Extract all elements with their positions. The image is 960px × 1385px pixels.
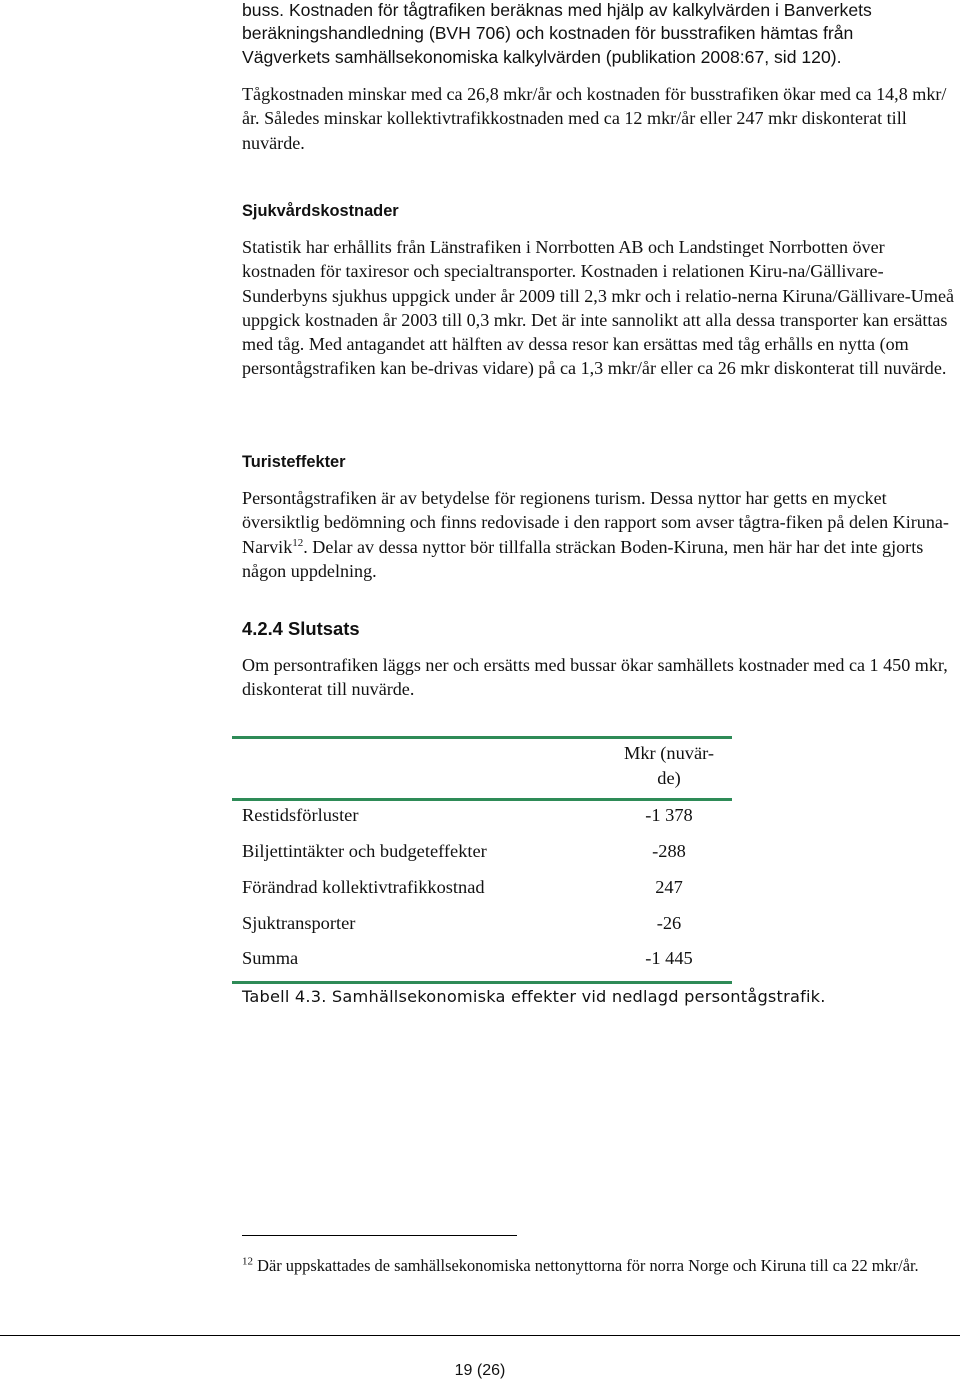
intro-cost-paragraph: Tågkostnaden minskar med ca 26,8 mkr/år och kostnaden för busstrafiken ökar med ca 14,8 mkr/år. Således minskar kollektivtrafikkostnaden med ca 12 mkr/år eller 247 mkr diskonterat till nuvärde. [242, 84, 947, 153]
footer-rule [0, 1335, 960, 1336]
table-row [242, 797, 732, 833]
section-heading-turist: Turisteffekter [242, 453, 346, 471]
section-heading-sjukvard: Sjukvårdskostnader [242, 202, 399, 220]
page-number: 19 (26) [454, 1362, 506, 1379]
table-row [242, 940, 732, 976]
table-row-value: -26 [656, 913, 682, 933]
table-row [242, 905, 732, 941]
intro-line: buss. Kostnaden för tågtrafiken beräknas med hjälp av kalkylvärden i Banverkets [242, 0, 872, 20]
footnote [242, 1254, 958, 1277]
turist-text-before: Persontågstrafiken är av betydelse för regionens turism. Dessa nyttor har getts en mycket översiktlig bedömning och finns redovisade i den rapport som avser tågtra-fiken på delen Kiruna-Narvik [242, 488, 949, 557]
table-column-header [606, 741, 732, 791]
table-row-label: Summa [242, 948, 299, 968]
table-header-line: de) [657, 768, 681, 788]
table-row-label: Restidsförluster [242, 805, 359, 825]
intro-line: beräkningshandledning (BVH 706) och kostnaden för busstrafiken hämtas från [242, 23, 854, 44]
turist-text-after: . Delar av dessa nyttor bör tillfalla sträckan Boden-Kiruna, men här har det inte gjorts någon uppdelning. [242, 536, 924, 581]
slutsats-paragraph: Om persontrafiken läggs ner och ersätts med bussar ökar samhällets kostnader med ca 1 450 mkr, diskonterat till nuvärde. [242, 655, 948, 700]
table-row-value: -1 445 [645, 948, 693, 968]
table-row-label: Biljettintäkter och budgeteffekter [242, 841, 487, 861]
footnote-reference: 12 [292, 536, 304, 549]
table-row [242, 869, 732, 905]
footnote-number: 12 [242, 1255, 253, 1268]
intro-line: Vägverkets samhällsekonomiska kalkylvärden (publikation 2008:67, sid 120). [242, 46, 842, 67]
table-row-value: 247 [655, 877, 683, 897]
sjukvard-paragraph: Statistik har erhållits från Länstrafiken i Norrbotten AB och Landstinget Norrbotten över kostnaden för taxiresor och specialtransporter. Kostnaden i relationen Kiru-na/Gällivare-Sunderbyns sjukhus uppgick under år 2009 till 2,3 mkr och i relatio-nerna Kiruna/Gällivare-Umeå uppgick kostnaden år 2003 till 0,3 mkr. Det är inte sannolikt att alla dessa transporter kan ersättas med tåg. Med antagandet att hälften av dessa resor kan ersättas med tåg erhålls en nytta (om persontågstrafiken kan be-drivas vidare) på ca 1,3 mkr/år eller ca 26 mkr diskonterat till nuvärde. [242, 237, 955, 379]
table-row-value: -1 378 [645, 805, 693, 825]
footnote-text: Där uppskattades de samhällsekonomiska nettonyttorna för norra Norge och Kiruna till ca 22 mkr/år. [257, 1256, 919, 1275]
table-row-label: Sjuktransporter [242, 913, 356, 933]
table-bottom-rule [232, 981, 732, 984]
table-caption: Tabell 4.3. Samhällsekonomiska effekter vid nedlagd persontågstrafik. [242, 987, 826, 1006]
section-heading-slutsats: 4.2.4 Slutsats [242, 618, 360, 639]
table-row-value: -288 [652, 841, 686, 861]
turist-paragraph [242, 486, 958, 583]
table-header-line: Mkr (nuvär- [623, 743, 715, 763]
table-row [242, 833, 732, 869]
footnote-separator [242, 1235, 517, 1236]
intro-paragraph [242, 0, 958, 69]
table-row-label: Förändrad kollektivtrafikkostnad [242, 877, 485, 897]
table-top-rule [232, 736, 732, 739]
